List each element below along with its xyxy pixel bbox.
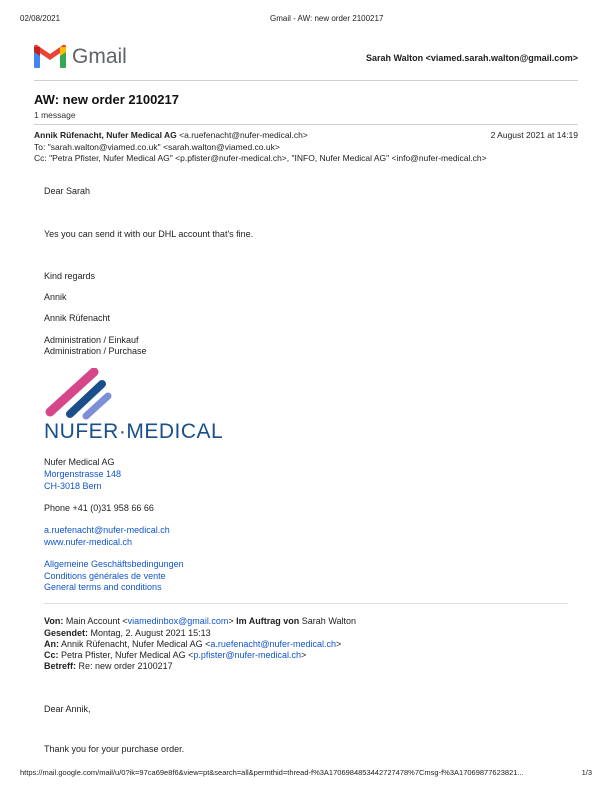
- from-name: Annik Rüfenacht, Nufer Medical AG: [34, 130, 177, 140]
- quoted-subject: [44, 661, 173, 671]
- quoted-from-email-link[interactable]: viamedinbox@gmail.com: [127, 616, 229, 626]
- print-page-number: 1/3: [581, 768, 592, 777]
- email-link[interactable]: a.ruefenacht@nufer-medical.ch: [44, 525, 170, 535]
- company-street-link[interactable]: Morgenstrasse 148: [44, 469, 122, 479]
- from-email: <a.ruefenacht@nufer-medical.ch>: [179, 130, 308, 140]
- quote-divider: [44, 603, 568, 604]
- quoted-to-label: An:: [44, 639, 59, 649]
- quoted-from-label: Von:: [44, 616, 64, 626]
- quoted-from-text: Main Account <: [65, 616, 128, 626]
- signature-first-name: Annik: [44, 292, 67, 302]
- terms-fr-link[interactable]: Conditions générales de vente: [44, 571, 166, 581]
- company-phone: Phone +41 (0)31 958 66 66: [44, 503, 154, 513]
- thread-subject: AW: new order 2100217: [34, 92, 179, 107]
- quoted-to: [44, 639, 341, 649]
- quoted-subject-value: Re: new order 2100217: [78, 661, 173, 671]
- signature-full-name: Annik Rüfenacht: [44, 313, 111, 323]
- message-from: [34, 130, 308, 140]
- divider: [34, 80, 578, 81]
- quoted-cc-email-link[interactable]: p.pfister@nufer-medical.ch: [193, 650, 302, 660]
- terms-en-link[interactable]: General terms and conditions: [44, 582, 162, 592]
- gmail-wordmark: Gmail: [72, 45, 127, 68]
- message-to: To: "sarah.walton@viamed.co.uk" <sarah.walton@viamed.co.uk>: [34, 142, 280, 152]
- nufer-medical-logo-icon: [44, 368, 114, 420]
- divider: [34, 124, 578, 125]
- quoted-greeting: Dear Annik,: [44, 704, 91, 714]
- account-user: Sarah Walton <viamed.sarah.walton@gmail.com>: [365, 53, 578, 63]
- quoted-on-behalf-label: Im Auftrag von: [236, 616, 300, 626]
- company-city-link[interactable]: CH-3018 Bern: [44, 481, 102, 491]
- print-title: Gmail - AW: new order 2100217: [270, 14, 384, 23]
- signature-role: Administration / Einkauf: [44, 335, 139, 345]
- quoted-from-close: >: [228, 616, 234, 626]
- quoted-cc-label: Cc:: [44, 650, 59, 660]
- message-date: 2 August 2021 at 14:19: [490, 130, 578, 140]
- company-name: Nufer Medical AG: [44, 457, 115, 467]
- closing: Kind regards: [44, 271, 96, 281]
- body-line: Yes you can send it with our DHL account that's fine.: [44, 229, 254, 239]
- terms-de-link[interactable]: Allgemeine Geschäftsbedingungen: [44, 559, 184, 569]
- quoted-body-line: Thank you for your purchase order.: [44, 744, 185, 754]
- quoted-subject-label: Betreff:: [44, 661, 77, 671]
- quoted-to-close: >: [336, 639, 342, 649]
- nufer-medical-wordmark: NUFER·MEDICAL: [44, 420, 224, 443]
- message-cc: Cc: "Petra Pfister, Nufer Medical AG" <p.pfister@nufer-medical.ch>, "INFO, Nufer Medical AG" <info@nufer-medical.ch>: [34, 153, 487, 163]
- quoted-sent-label: Gesendet:: [44, 628, 89, 638]
- quoted-to-email-link[interactable]: a.ruefenacht@nufer-medical.ch: [210, 639, 337, 649]
- quoted-cc: [44, 650, 306, 660]
- quoted-cc-close: >: [301, 650, 307, 660]
- quoted-from: [44, 616, 356, 626]
- signature-role: Administration / Purchase: [44, 346, 147, 356]
- gmail-logo-icon: [34, 44, 66, 68]
- quoted-cc-text: Petra Pfister, Nufer Medical AG <: [61, 650, 194, 660]
- greeting: Dear Sarah: [44, 186, 91, 196]
- print-url: https://mail.google.com/mail/u/0?ik=97ca69e8f6&view=pt&search=all&permthid=thread-f%3A1706984853442727478%7Cmsg-f%3A17069877623821...: [20, 768, 524, 777]
- print-date: 02/08/2021: [20, 14, 61, 23]
- quoted-sent-value: Montag, 2. August 2021 15:13: [90, 628, 211, 638]
- message-count: 1 message: [34, 110, 76, 120]
- quoted-to-text: Annik Rüfenacht, Nufer Medical AG <: [61, 639, 211, 649]
- website-link[interactable]: www.nufer-medical.ch: [44, 537, 133, 547]
- quoted-on-behalf-name: Sarah Walton: [301, 616, 356, 626]
- quoted-sent: [44, 628, 211, 638]
